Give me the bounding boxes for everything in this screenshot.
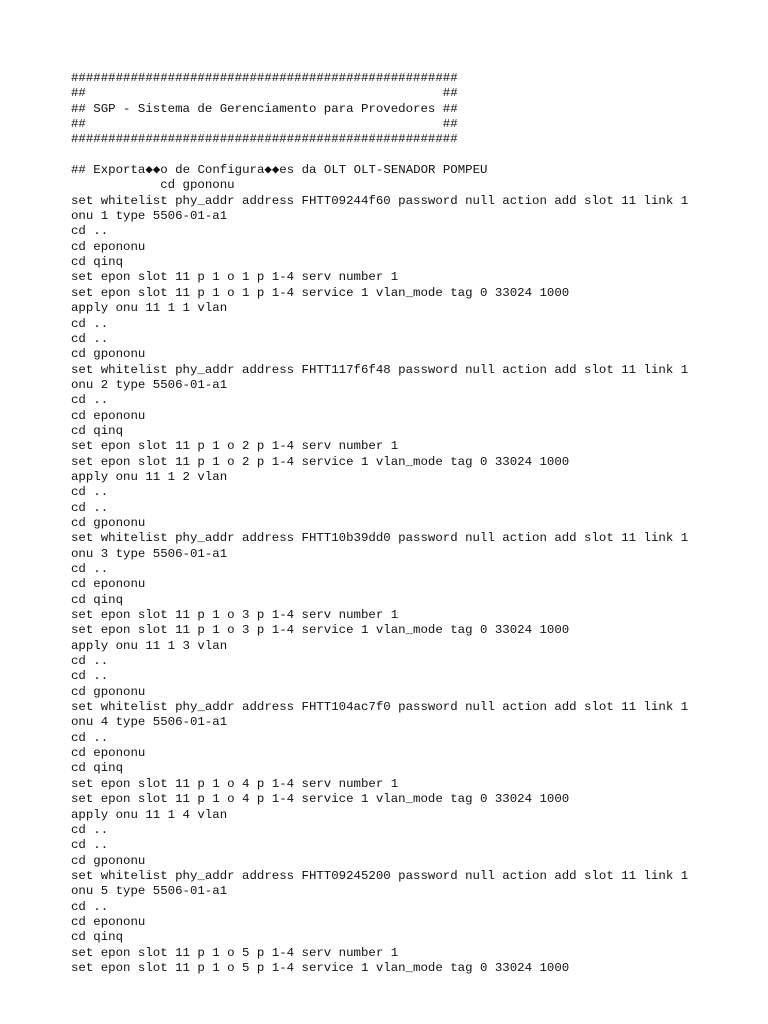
text-line: set epon slot 11 p 1 o 3 p 1-4 serv number 1	[71, 608, 399, 623]
text-line: apply onu 11 1 1 vlan	[71, 301, 228, 316]
text-line: cd ..	[71, 224, 109, 239]
text-line: cd gpononu	[71, 178, 235, 193]
blank-line	[71, 148, 761, 163]
text-line: set whitelist phy_addr address FHTT09244f60 password null action add slot 11 link 1	[71, 193, 689, 208]
text-line: set epon slot 11 p 1 o 5 p 1-4 serv number 1	[71, 945, 399, 960]
text-line: set whitelist phy_addr address FHTT104ac7f0 password null action add slot 11 link 1	[71, 700, 689, 715]
text-line: cd qinq	[71, 930, 124, 945]
text-line: apply onu 11 1 4 vlan	[71, 807, 228, 822]
text-line: ## SGP - Sistema de Gerenciamento para Provedores ##	[71, 101, 458, 116]
text-line: cd epononu	[71, 746, 146, 761]
text-line: set epon slot 11 p 1 o 1 p 1-4 service 1 vlan_mode tag 0 33024 1000	[71, 285, 570, 300]
text-line: set epon slot 11 p 1 o 2 p 1-4 service 1 vlan_mode tag 0 33024 1000	[71, 454, 570, 469]
text-line: onu 1 type 5506-01-a1	[71, 209, 228, 224]
text-line: cd gpononu	[71, 853, 146, 868]
text-line: set whitelist phy_addr address FHTT10b39dd0 password null action add slot 11 link 1	[71, 531, 689, 546]
text-line: cd gpononu	[71, 347, 146, 362]
text-line: set epon slot 11 p 1 o 2 p 1-4 serv number 1	[71, 439, 399, 454]
text-line: set epon slot 11 p 1 o 4 p 1-4 service 1 vlan_mode tag 0 33024 1000	[71, 792, 570, 807]
text-line: ####################################################	[71, 132, 458, 147]
text-line: cd epononu	[71, 239, 146, 254]
text-line: cd ..	[71, 316, 109, 331]
text-line: cd epononu	[71, 914, 146, 929]
text-line: set epon slot 11 p 1 o 4 p 1-4 serv number 1	[71, 776, 399, 791]
text-line: apply onu 11 1 2 vlan	[71, 469, 228, 484]
document-body	[71, 71, 761, 976]
text-line: onu 5 type 5506-01-a1	[71, 884, 228, 899]
document-page	[71, 71, 761, 976]
text-line: ## ##	[71, 117, 458, 132]
text-line: set epon slot 11 p 1 o 3 p 1-4 service 1 vlan_mode tag 0 33024 1000	[71, 623, 570, 638]
text-line: onu 3 type 5506-01-a1	[71, 546, 228, 561]
text-line: cd qinq	[71, 423, 124, 438]
text-line: ## ##	[71, 86, 458, 101]
text-line: cd epononu	[71, 408, 146, 423]
text-line: set whitelist phy_addr address FHTT09245200 password null action add slot 11 link 1	[71, 868, 689, 883]
text-line: cd ..	[71, 500, 109, 515]
text-line: set epon slot 11 p 1 o 1 p 1-4 serv number 1	[71, 270, 399, 285]
text-line: cd ..	[71, 669, 109, 684]
text-line: set whitelist phy_addr address FHTT117f6f48 password null action add slot 11 link 1	[71, 362, 689, 377]
text-line: cd ..	[71, 822, 109, 837]
text-line: apply onu 11 1 3 vlan	[71, 638, 228, 653]
text-line: set epon slot 11 p 1 o 5 p 1-4 service 1 vlan_mode tag 0 33024 1000	[71, 960, 570, 975]
text-line: cd qinq	[71, 255, 124, 270]
text-line: cd ..	[71, 562, 109, 576]
text-line: onu 4 type 5506-01-a1	[71, 715, 228, 730]
text-line: cd ..	[71, 331, 109, 346]
text-line: ####################################################	[71, 71, 458, 85]
text-line: cd ..	[71, 654, 109, 669]
text-line: cd qinq	[71, 592, 124, 607]
text-line: cd ..	[71, 838, 109, 853]
text-line: cd ..	[71, 730, 109, 745]
text-line: cd gpononu	[71, 684, 146, 699]
text-line: cd ..	[71, 393, 109, 408]
text-line: cd ..	[71, 485, 109, 500]
text-line: cd gpononu	[71, 515, 146, 530]
text-line: cd ..	[71, 899, 109, 914]
text-line: cd epononu	[71, 577, 146, 592]
text-line: onu 2 type 5506-01-a1	[71, 377, 228, 392]
text-line: cd qinq	[71, 761, 124, 776]
text-line: ## Exporta◆◆o de Configura◆◆es da OLT OLT-SENADOR POMPEU	[71, 163, 488, 178]
